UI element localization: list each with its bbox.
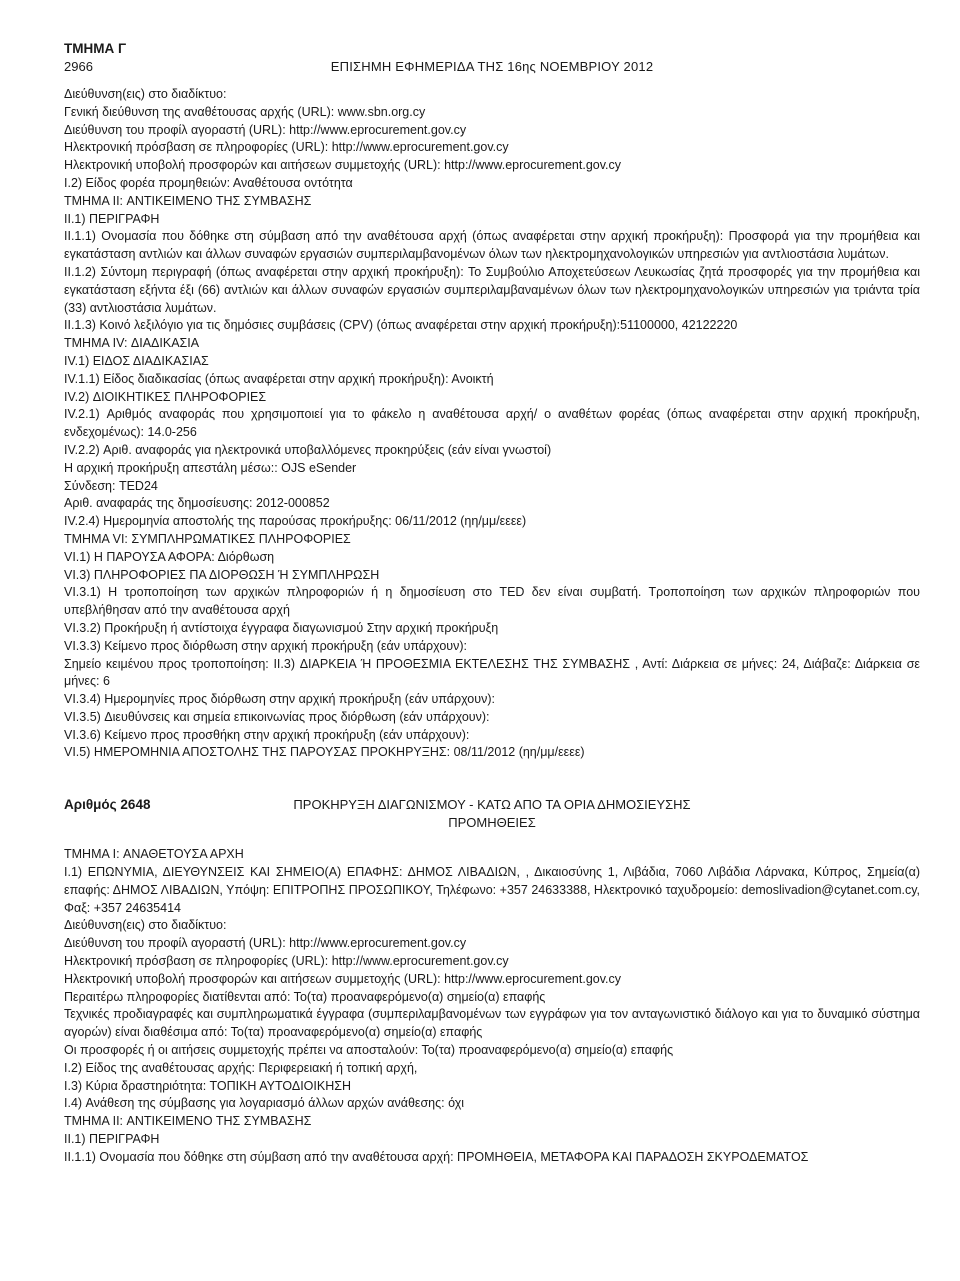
text-line: Η αρχική προκήρυξη απεστάλη μέσω:: OJS eSender: [64, 460, 357, 475]
text-line: VI.3.5) Διευθύνσεις και σημεία επικοινωνίας προς διόρθωση (εάν υπάρχουν):: [64, 709, 490, 724]
text-line: Διεύθυνση του προφίλ αγοραστή (URL): http://www.eprocurement.gov.cy: [64, 936, 467, 951]
text-line: ΤΜΗΜΑ II: ΑΝΤΙΚΕΙΜΕΝΟ ΤΗΣ ΣΥΜΒΑΣΗΣ: [64, 193, 312, 208]
paragraph-iv-2-1: IV.2.1) Αριθμός αναφοράς που χρησιμοποιεί για το φάκελο η αναθέτουσα αρχή/ ο αναθέτων φορέας (όπως αναφέρεται στην αρχική προκήρυξη, ενδεχομένως): 14.0-256: [64, 407, 920, 440]
admin-block: [64, 442, 920, 584]
text-line: Διεύθυνση(εις) στο διαδίκτυο:: [64, 87, 227, 101]
section-label: ΤΜΗΜΑ Γ: [64, 41, 127, 56]
text-line: ΤΜΗΜΑ I: ΑΝΑΘΕΤΟΥΣΑ ΑΡΧΗ: [64, 847, 244, 862]
text-line: VI.5) ΗΜΕΡΟΜΗΝΙΑ ΑΠΟΣΤΟΛΗΣ ΤΗΣ ΠΑΡΟΥΣΑΣ ΠΡΟΚΗΡΥΞΗΣ: 08/11/2012 (ηη/μμ/εεεε): [64, 745, 585, 760]
procedure-block: [64, 317, 920, 406]
text-line: I.3) Κύρια δραστηριότητα: ΤΟΠΙΚΗ ΑΥΤΟΔΙΟΙΚΗΣΗ: [64, 1078, 351, 1093]
spacer: [64, 762, 920, 792]
text-line: I.2) Είδος της αναθέτουσας αρχής: Περιφερειακή ή τοπική αρχή,: [64, 1060, 418, 1075]
notice-title-line: ΠΡΟΚΗΡΥΞΗ ΔΙΑΓΩΝΙΣΜΟΥ - ΚΑΤΩ ΑΠΟ ΤΑ ΟΡΙΑ ΔΗΜΟΣΙΕΥΣΗΣ: [293, 797, 691, 813]
text-line: VI.3.3) Κείμενο προς διόρθωση στην αρχική προκήρυξη (εάν υπάρχουν):: [64, 638, 468, 653]
text-line: I.4) Ανάθεση της σύμβασης για λογαριασμό άλλων αρχών ανάθεσης: όχι: [64, 1096, 465, 1111]
page-header: [64, 58, 920, 76]
text-line: II.1) ΠΕΡΙΓΡΑΦΗ: [64, 211, 160, 226]
text-line: VI.3) ΠΛΗΡΟΦΟΡΙΕΣ ΠΑ ΔΙΟΡΘΩΣΗ Ή ΣΥΜΠΛΗΡΩΣΗ: [64, 567, 380, 582]
text-line: VI.1) Η ΠΑΡΟΥΣΑ ΑΦΟΡΑ: Διόρθωση: [64, 549, 275, 564]
authority-details-block: [64, 1042, 920, 1149]
text-line: ΤΜΗΜΑ IV: ΔΙΑΔΙΚΑΣΙΑ: [64, 336, 200, 351]
contact-block: [64, 86, 920, 228]
text-line: Σύνδεση: TED24: [64, 478, 158, 493]
paragraph-vi-3-3: Σημείο κειμένου προς τροποποίηση: II.3) ΔΙΑΡΚΕΙΑ Ή ΠΡΟΘΕΣΜΙΑ ΕΚΤΕΛΕΣΗΣ ΤΗΣ ΣΥΜΒΑΣΗΣ , Αντί: Διάρκεια σε μήνες: 24, Διάβαζε: Διάρκεια σε μήνες: 6: [64, 656, 920, 689]
text-line: Γενική διεύθυνση της αναθέτουσας αρχής (URL): www.sbn.org.cy: [64, 104, 426, 119]
text-line: IV.2) ΔΙΟΙΚΗΤΙΚΕΣ ΠΛΗΡΟΦΟΡΙΕΣ: [64, 389, 267, 404]
text-line: Ηλεκτρονική υποβολή προσφορών και αιτήσεων συμμετοχής (URL): http://www.eprocurement.gov.cy: [64, 158, 622, 173]
text-line: VI.3.2) Προκήρυξη ή αντίστοιχα έγγραφα διαγωνισμού Στην αρχική προκήρυξη: [64, 620, 499, 635]
text-line: ΤΜΗΜΑ VI: ΣΥΜΠΛΗΡΩΜΑΤΙΚΕΣ ΠΛΗΡΟΦΟΡΙΕΣ: [64, 531, 351, 546]
correction-block: [64, 620, 920, 656]
notice-title-line: ΠΡΟΜΗΘΕΙΕΣ: [448, 815, 536, 831]
text-line: Περαιτέρω πληροφορίες διατίθενται από: Το(τα) προαναφερόμενο(α) σημείο(α) επαφής: [64, 989, 546, 1004]
text-line: IV.2.4) Ημερομηνία αποστολής της παρούσας προκήρυξης: 06/11/2012 (ηη/μμ/εεεε): [64, 514, 527, 529]
notice-header: [64, 796, 920, 832]
paragraph-ii-1-1: II.1.1) Ονομασία που δόθηκε στη σύμβαση από την αναθέτουσα αρχή (όπως αναφέρεται στην αρχική προκήρυξη): Προσφορά για την προμήθεια και εγκατάσταση αντλιών και άλλων συναφών εργασιών συμπεριλαμβανομένων όλων των ηλεκτρομηχανολογικών υπηρεσιών για αντλιοστάσια λυμάτων.: [64, 229, 920, 262]
text-line: Ηλεκτρονική πρόσβαση σε πληροφορίες (URL): http://www.eprocurement.gov.cy: [64, 954, 509, 969]
running-head: ΕΠΙΣΗΜΗ ΕΦΗΜΕΡΙΔΑ ΤΗΣ 16ης ΝΟΕΜΒΡΙΟΥ 2012: [330, 59, 654, 74]
paragraph-tech-specs: Τεχνικές προδιαγραφές και συμπληρωματικά έγγραφα (συμπεριλαμβανομένων των εγγράφων για τον ανταγωνιστικό διάλογο και για το δυναμικό σύστημα αγορών) είναι διαθέσιμα από: Το(τα) προαναφερόμενο(α) σημείο(α) επαφής: [64, 1007, 920, 1040]
paragraph-ii-1-2: II.1.2) Σύντομη περιγραφή (όπως αναφέρεται στην αρχική προκήρυξη): Το Συμβούλιο Αποχετεύσεων Λευκωσίας ζητά προσφορές για την προμήθεια και εγκατάσταση εξήντα έξι (66) αντλιών και άλλων συναφών εργασιών συμπεριλαμβαναμένων όλων των ηλεκτρομηχανολογικών υπηρεσιών για τριάντα τρία (33) αντλιοστάσια λυμάτων.: [64, 264, 920, 315]
text-line: IV.1) ΕΙΔΟΣ ΔΙΑΔΙΚΑΣΙΑΣ: [64, 353, 209, 368]
text-line: ΤΜΗΜΑ II: ΑΝΤΙΚΕΙΜΕΝΟ ΤΗΣ ΣΥΜΒΑΣΗΣ: [64, 1114, 312, 1129]
text-line: Διεύθυνση του προφίλ αγοραστή (URL): http://www.eprocurement.gov.cy: [64, 122, 467, 137]
paragraph-i-1: I.1) ΕΠΩΝΥΜΙΑ, ΔΙΕΥΘΥΝΣΕΙΣ ΚΑΙ ΣΗΜΕΙΟ(Α) ΕΠΑΦΗΣ: ΔΗΜΟΣ ΛΙΒΑΔΙΩΝ, , Δικαιοσύνης 1, Λιβάδια, 7060 Λιβάδια Λάρνακα, Κύπρος, Σημεία(α) επαφής: ΔΗΜΟΣ ΛΙΒΑΔΙΩΝ, Υπόψη: ΕΠΙΤΡΟΠΗΣ ΠΡΟΣΩΠΙΚΟΥ, Τηλέφωνο: +357 24633388, Ηλεκτρονικό ταχυδρομείο: demoslivadion@cytanet.com.cy, Φαξ: +357 24635414: [64, 865, 920, 915]
text-line: VI.3.4) Ημερομηνίες προς διόρθωση στην αρχική προκήρυξη (εάν υπάρχουν):: [64, 692, 495, 707]
text-line: II.1) ΠΕΡΙΓΡΑΦΗ: [64, 1132, 160, 1147]
notice-number: Αριθμός 2648: [64, 797, 151, 813]
notice-title: [64, 796, 920, 832]
text-line: II.1.3) Κοινό λεξιλόγιο για τις δημόσιες συμβάσεις (CPV) (όπως αναφέρεται στην αρχική προκήρυξη):51100000, 42122220: [64, 318, 738, 333]
text-line: Αριθ. αναφαράς της δημοσίευσης: 2012-000852: [64, 496, 330, 511]
internet-block: [64, 917, 920, 1006]
paragraph-last: II.1.1) Ονομασία που δόθηκε στη σύμβαση από την αναθέτουσα αρχή: ΠΡΟΜΗΘΕΙΑ, ΜΕΤΑΦΟΡΑ ΚΑΙ ΠΑΡΑΔΟΣΗ ΣΚΥΡΟΔΕΜΑΤΟΣ: [64, 1149, 809, 1164]
page-number: 2966: [64, 59, 93, 74]
paragraph-vi-3-1: VI.3.1) Η τροποποίηση των αρχικών πληροφοριών ή η δημοσίευση στο TED δεν είναι συμβατή. Τροποποίηση των αρχικών πληροφοριών που υπεβλήθησαν από την αναθέτουσα αρχή: [64, 585, 920, 618]
text-line: IV.1.1) Είδος διαδικασίας (όπως αναφέρεται στην αρχική προκήρυξη): Ανοικτή: [64, 371, 494, 386]
text-line: Διεύθυνση(εις) στο διαδίκτυο:: [64, 918, 227, 933]
text-line: Οι προσφορές ή οι αιτήσεις συμμετοχής πρέπει να αποσταλούν: Το(τα) προαναφερόμενο(α) σημείο(α) επαφής: [64, 1043, 674, 1058]
dates-block: [64, 691, 920, 762]
text-line: IV.2.2) Αριθ. αναφοράς για ηλεκτρονικά υποβαλλόμενες προκηρύξεις (εάν είναι γνωστοί): [64, 442, 552, 457]
authority-block: [64, 846, 920, 864]
text-line: I.2) Είδος φορέα προμηθειών: Αναθέτουσα οντότητα: [64, 175, 353, 190]
text-line: Ηλεκτρονική πρόσβαση σε πληροφορίες (URL): http://www.eprocurement.gov.cy: [64, 140, 509, 155]
text-line: Ηλεκτρονική υποβολή προσφορών και αιτήσεων συμμετοχής (URL): http://www.eprocurement.gov.cy: [64, 971, 622, 986]
text-line: VI.3.6) Κείμενο προς προσθήκη στην αρχική προκήρυξη (εάν υπάρχουν):: [64, 727, 470, 742]
